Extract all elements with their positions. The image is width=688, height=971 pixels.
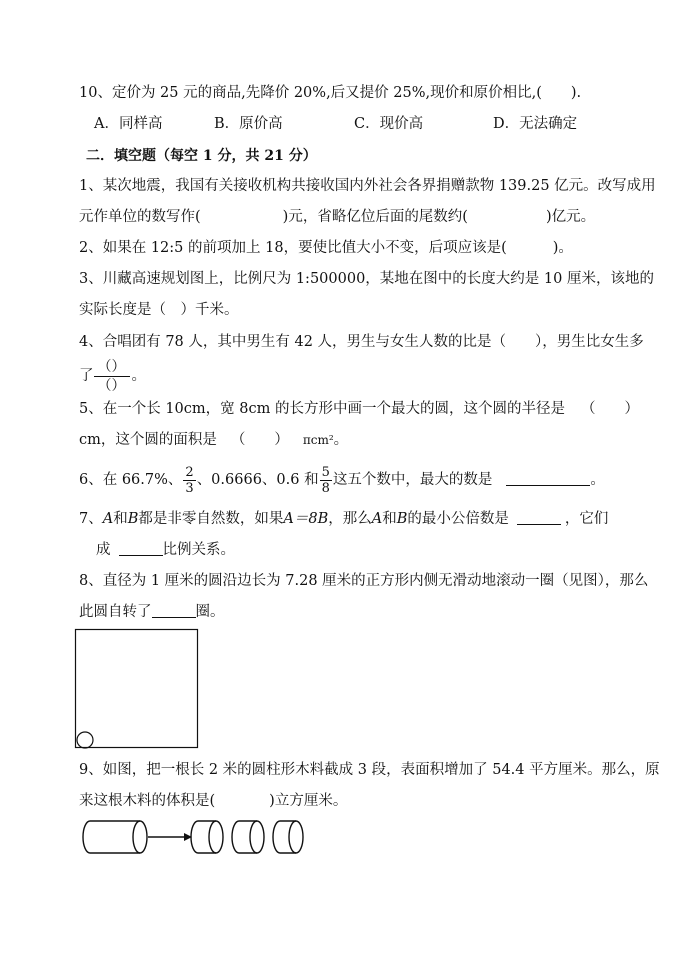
q10-option-c: C．现价高 [354, 116, 424, 132]
fraction-numerator: 2 [185, 464, 194, 480]
fill-6 [79, 462, 605, 498]
q10-option-d: D．无法确定 [493, 116, 578, 132]
long-cylinder [83, 821, 147, 853]
section-title: 二．填空题（每空 1 分，共 21 分） [86, 148, 317, 164]
fill-6-text-d: 。 [590, 472, 605, 488]
fill-5-text-d: 。 [333, 432, 349, 448]
fraction-denominator: 3 [185, 480, 194, 496]
fill-7-text-c: 都是非零自然数，如果 [138, 511, 284, 527]
blank[interactable] [152, 603, 196, 618]
fill-7-text-e: 的最小公倍数是 [407, 511, 509, 527]
fill-6-text-c: 这五个数中，最大的数是 [332, 472, 493, 488]
fill-9-text-b: )立方厘米。 [269, 793, 348, 809]
fill-9-line2 [79, 791, 347, 811]
fill-7-text-a: 7、 [79, 511, 103, 527]
equation: A＝8B [283, 511, 329, 527]
var-a: A [371, 511, 383, 527]
fill-5-line1 [79, 399, 639, 419]
fill-7-line2 [96, 540, 235, 560]
circle [77, 732, 93, 748]
fill-7-text-h: 比例关系。 [162, 542, 235, 558]
square [76, 630, 198, 748]
fill-5-text-c: cm，这个圆的面积是 [79, 432, 217, 448]
fill-1-line1: 1、某次地震，我国有关接收机构共接收国内外社会各界捐赠款物 139.25 亿元。改写成用 [79, 178, 656, 194]
pi-unit: πcm² [302, 433, 334, 447]
fill-9-line1: 9、如图，把一根长 2 米的圆柱形木料截成 3 段，表面积增加了 54.4 平方厘米。那么，原 [79, 762, 660, 778]
fill-8-text-b: 圈。 [195, 604, 225, 620]
blank[interactable] [517, 510, 561, 525]
fill-6-text-b: 、0.6666、0.6 和 [196, 472, 319, 488]
fraction-numerator: 5 [321, 464, 330, 480]
fill-7-text-f: ，它们 [564, 511, 609, 527]
var-b: B [127, 511, 139, 527]
question-10: 10、定价为 25 元的商品,先降价 20%,后又提价 25%,现价和原价相比,( ). [79, 85, 582, 101]
q10-option-b: B．原价高 [214, 116, 283, 132]
q10-option-a: A．同样高 [94, 116, 163, 132]
fraction-5-8 [320, 466, 332, 495]
fraction-2-3 [183, 466, 195, 495]
blank[interactable]: （ ） [580, 401, 639, 417]
fill-2-text-a: 2、如果在 12:5 的前项加上 18，要使比值大小不变，后项应该是( [79, 240, 507, 256]
fill-4-suffix: 。 [131, 368, 146, 384]
fill-8-line2 [79, 602, 225, 622]
fill-7-text-d: ，那么 [328, 511, 372, 527]
fill-4-line1: 4、合唱团有 78 人，其中男生有 42 人，男生与女生人数的比是（ ），男生比女生多 [79, 334, 644, 350]
fill-9-text-a: 来这根木料的体积是( [79, 793, 216, 809]
fill-7-text-g: 成 [96, 542, 111, 558]
blank[interactable]: （ ） [230, 432, 289, 448]
fill-5-line2 [79, 430, 348, 450]
fraction-blank[interactable] [94, 359, 130, 394]
cylinder-piece [273, 821, 303, 853]
fill-6-text-a: 6、在 66.7%、 [79, 472, 183, 488]
fraction-numerator: （） [94, 359, 130, 377]
cylinder-piece [232, 821, 264, 853]
blank[interactable] [506, 471, 590, 486]
arrow-icon [148, 833, 192, 841]
cylinder-piece [191, 821, 223, 853]
fraction-denominator: 8 [321, 480, 330, 496]
fill-7-text-b: 和 [382, 511, 397, 527]
blank[interactable] [119, 541, 163, 556]
fill-3-line2: 实际长度是（ ）千米。 [79, 302, 239, 318]
cylinder-figure [80, 818, 306, 856]
fill-7-line1 [79, 509, 608, 529]
fill-8-line1: 8、直径为 1 厘米的圆沿边长为 7.28 厘米的正方形内侧无滑动地滚动一圈（见图），那么 [79, 573, 649, 589]
fill-1-text-a: 元作单位的数写作( [79, 209, 201, 225]
fill-2-text-b: )。 [552, 240, 573, 256]
fill-1-text-b: )元，省略亿位后面的尾数约( [282, 209, 468, 225]
fill-3-line1: 3、川藏高速规划图上，比例尺为 1:500000，某地在图中的长度大约是 10 厘米，该地的 [79, 271, 654, 287]
fill-5-text-a: 5、在一个长 10cm，宽 8cm 的长方形中画一个最大的圆，这个圆的半径是 [79, 401, 565, 417]
fill-1-text-c: )亿元。 [545, 209, 596, 225]
fraction-denominator: （） [97, 377, 126, 394]
fill-4-line2 [79, 356, 146, 396]
square-circle-figure [74, 628, 200, 750]
fill-4-prefix: 了 [79, 368, 94, 384]
var-b: B [396, 511, 408, 527]
fill-2 [79, 238, 573, 258]
var-a: A [102, 511, 114, 527]
fill-1-line2 [79, 207, 595, 227]
fill-8-text-a: 此圆自转了 [79, 604, 152, 620]
fill-7-text-b: 和 [113, 511, 128, 527]
